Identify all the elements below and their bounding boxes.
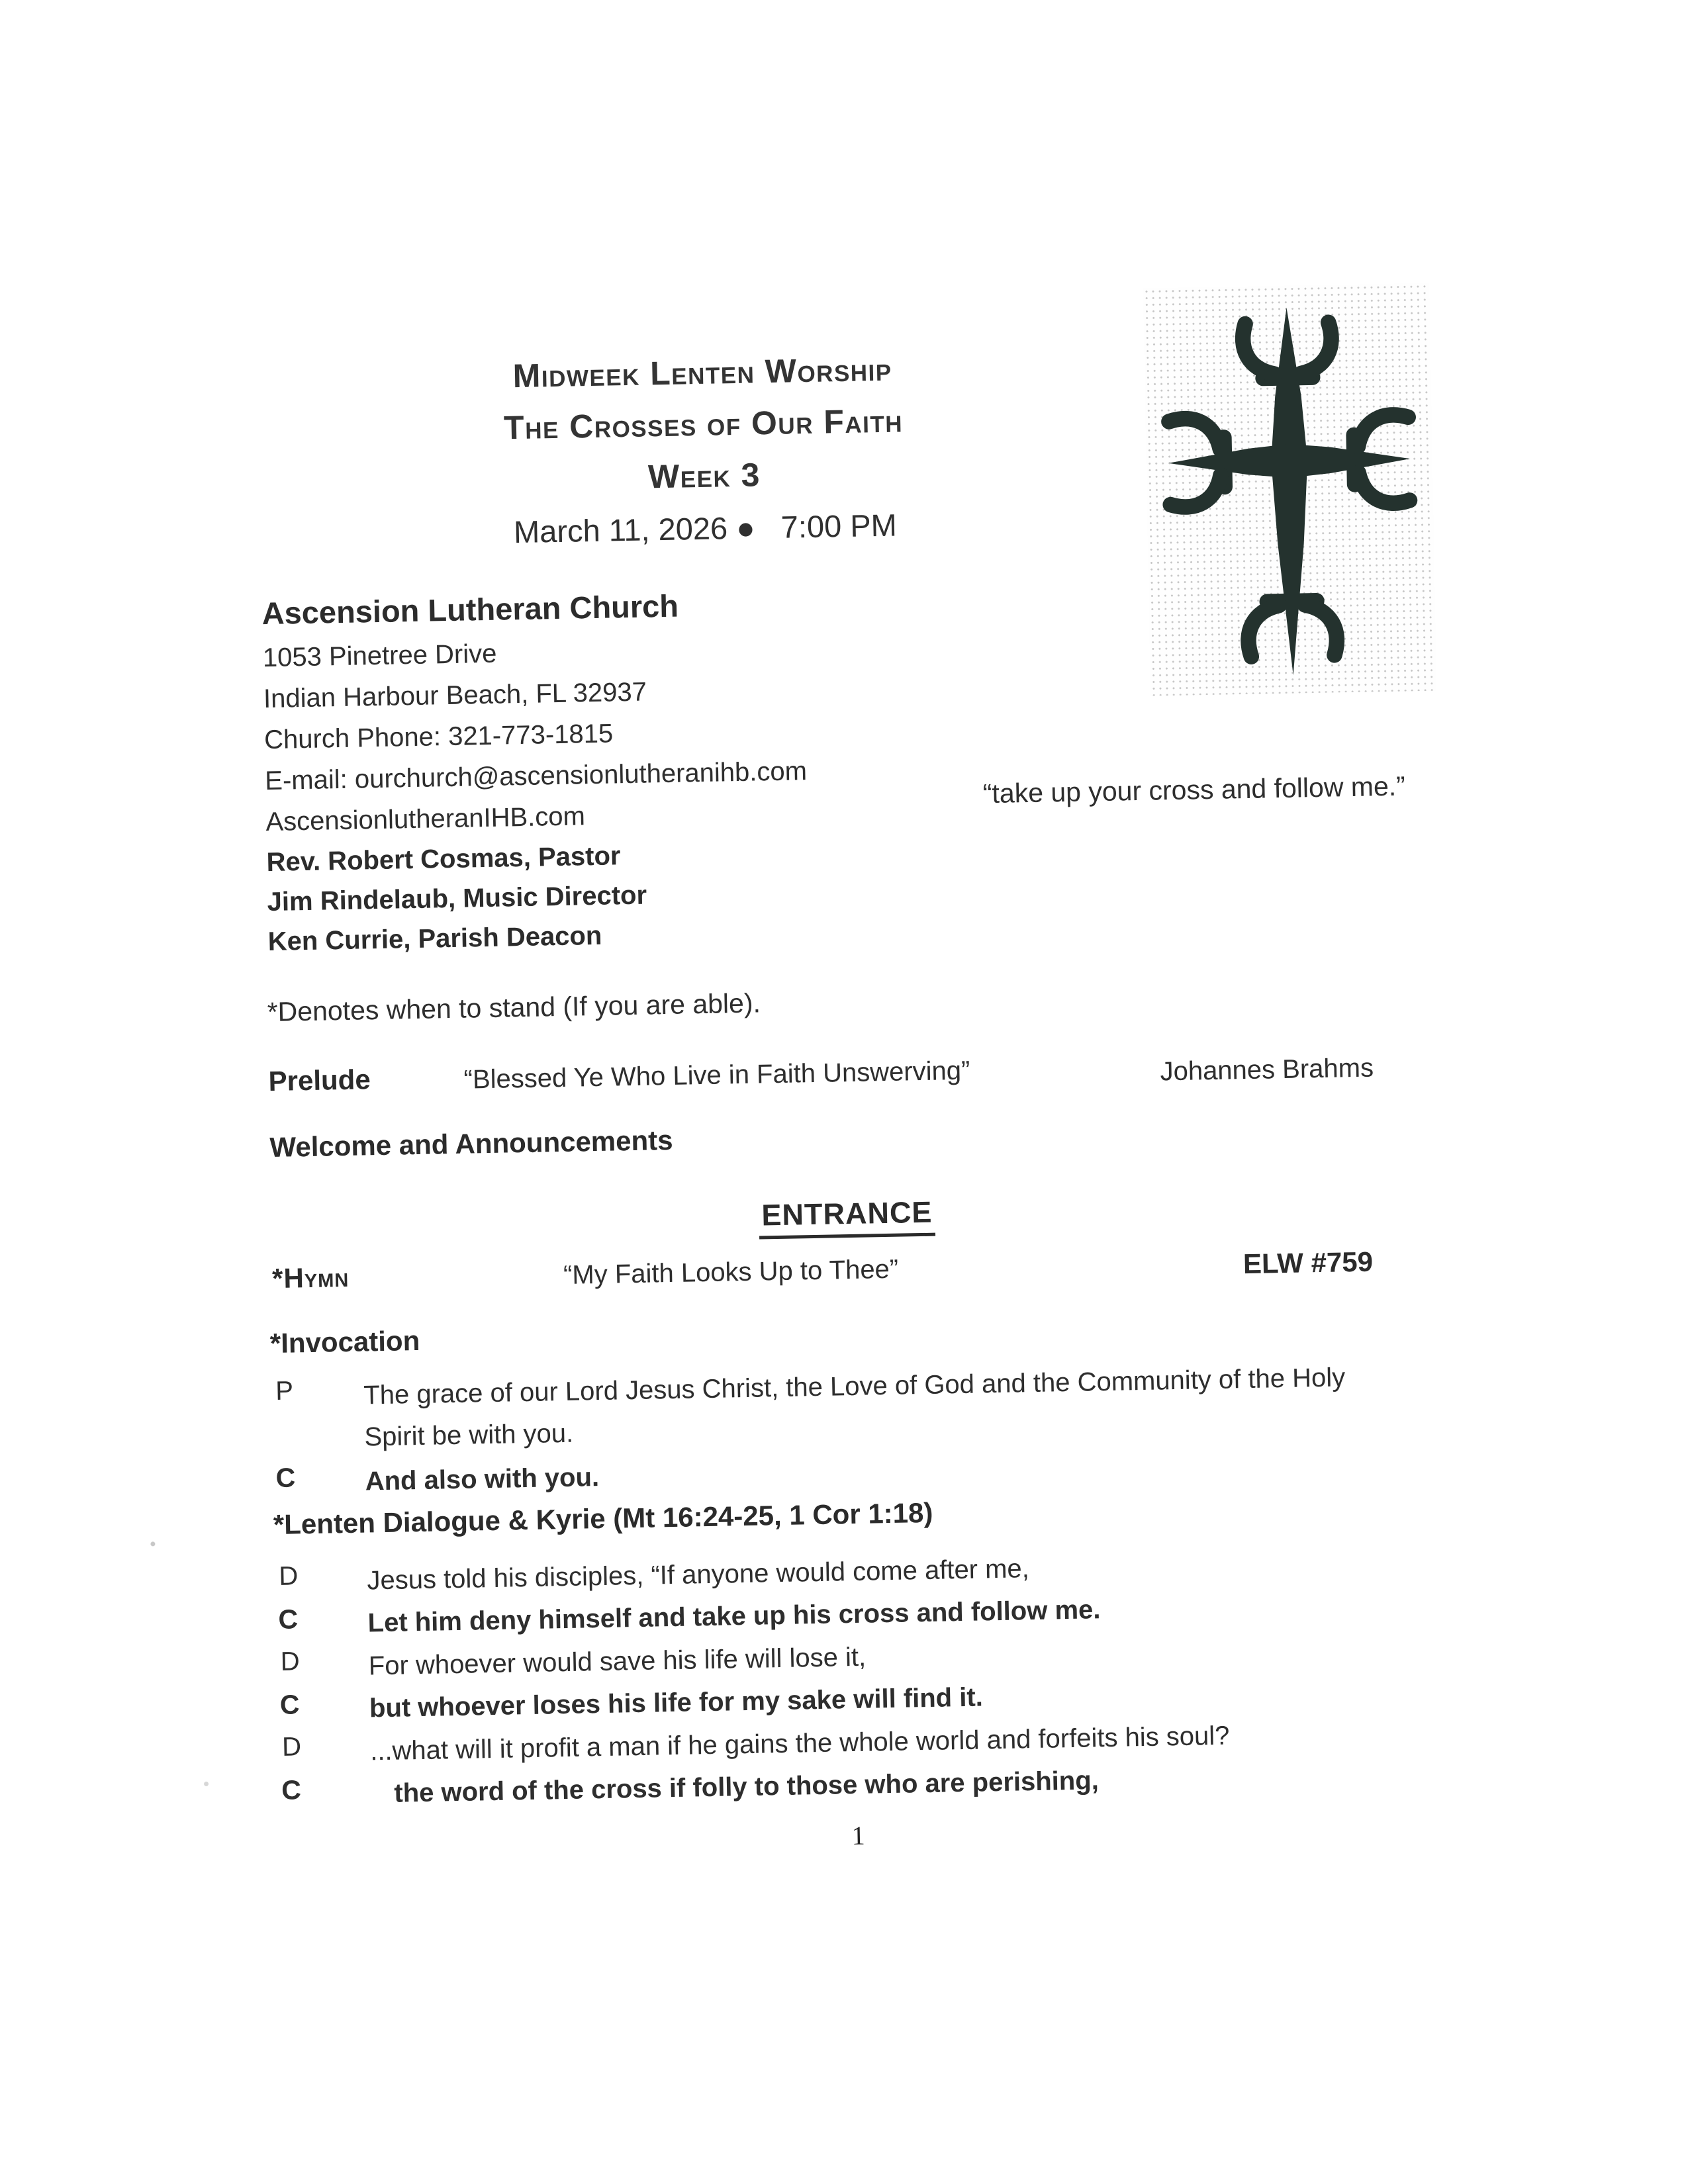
church-name: Ascension Lutheran Church: [261, 588, 679, 631]
church-address-line-2: Indian Harbour Beach, FL 32937: [263, 677, 647, 714]
dialogue-text-2: For whoever would save his life will lose it,: [368, 1642, 867, 1681]
speaker-letter-c: C: [275, 1462, 296, 1493]
cross-fleury-icon: [1143, 283, 1436, 696]
dialogue-speaker-3: C: [279, 1689, 300, 1720]
staff-pastor: Rev. Robert Cosmas, Pastor: [266, 841, 621, 878]
speaker-letter-p: P: [275, 1376, 294, 1406]
service-title-block: [272, 339, 1137, 564]
church-address-line-1: 1053 Pinetree Drive: [262, 639, 497, 673]
church-website: AscensionlutheranIHB.com: [265, 801, 586, 837]
invocation-heading: *Invocation: [269, 1324, 420, 1359]
service-date-time: March 11, 2026 ● 7:00 PM: [513, 507, 898, 550]
dialogue-speaker-2: D: [280, 1647, 301, 1676]
invocation-pastor-text: The grace of our Lord Jesus Christ, the Love of God and the Community of the Holy Spirit be with you.: [363, 1363, 1346, 1452]
dialogue-speaker-4: D: [281, 1732, 302, 1762]
church-info-block: [261, 580, 810, 962]
welcome-heading: Welcome and Announcements: [269, 1124, 673, 1163]
dialogue-speaker-5: C: [281, 1774, 302, 1805]
dialogue-text-1: Let him deny himself and take up his cross and follow me.: [367, 1595, 1101, 1638]
dialogue-speaker-0: D: [278, 1561, 299, 1591]
hymn-title: “My Faith Looks Up to Thee”: [563, 1254, 899, 1290]
prelude-composer: Johannes Brahms: [1160, 1053, 1374, 1087]
prelude-label: Prelude: [268, 1064, 371, 1097]
page-number: 1: [851, 1820, 866, 1851]
entrance-section: [3, 1181, 1688, 1253]
dialogue-text-3: but whoever loses his life for my sake will find it.: [369, 1682, 984, 1723]
stand-note: *Denotes when to stand (If you are able).: [267, 987, 761, 1028]
service-title-line-3: Week 3: [647, 456, 761, 496]
cross-fleury-image: [1143, 283, 1436, 696]
scan-speck: [150, 1541, 155, 1546]
church-email: E-mail: ourchurch@ascensionlutheranihb.com: [264, 756, 808, 796]
prelude-title: “Blessed Ye Who Live in Faith Unswerving”: [463, 1056, 970, 1095]
staff-music-director: Jim Rindelaub, Music Director: [267, 880, 647, 917]
service-title-line-1: Midweek Lenten Worship: [512, 350, 893, 395]
dialogue-speaker-1: C: [278, 1604, 299, 1635]
church-phone: Church Phone: 321-773-1815: [263, 719, 614, 755]
staff-parish-deacon: Ken Currie, Parish Deacon: [267, 921, 602, 957]
dialogue-text-5: the word of the cross if folly to those who are perishing,: [393, 1766, 1100, 1808]
service-title-line-2: The Crosses of Our Faith: [503, 402, 904, 447]
lenten-dialogue-heading: *Lenten Dialogue & Kyrie (Mt 16:24-25, 1 Cor 1:18): [273, 1496, 933, 1541]
cross-quote: “take up your cross and follow me.”: [982, 770, 1406, 809]
dialogue-text-4: ...what will it profit a man if he gains the whole world and forfeits his soul?: [369, 1721, 1230, 1766]
scan-speck: [204, 1782, 209, 1786]
hymn-number: ELW #759: [1243, 1246, 1374, 1280]
hymn-label: *Hymn: [271, 1261, 350, 1295]
invocation-congregation-text: And also with you.: [365, 1463, 600, 1496]
dialogue-text-0: Jesus told his disciples, “If anyone would come after me,: [367, 1554, 1030, 1596]
entrance-heading: ENTRANCE: [759, 1195, 935, 1240]
